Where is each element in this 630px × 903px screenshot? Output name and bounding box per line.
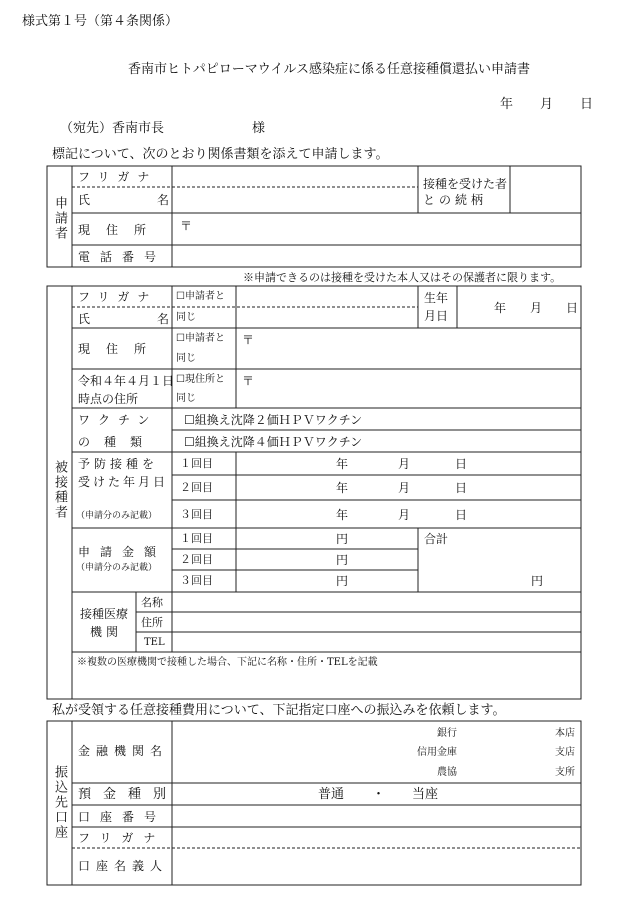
deposit-checking[interactable]: 当座 bbox=[412, 787, 439, 802]
dose-2-day: 日 bbox=[455, 481, 468, 495]
date-month: 月 bbox=[540, 97, 554, 112]
dose-1-month: 月 bbox=[398, 457, 411, 471]
applicant-name-label-l: 氏 bbox=[78, 193, 91, 207]
birth-label-2: 月日 bbox=[424, 309, 449, 323]
dose-3-year: 年 bbox=[336, 508, 349, 522]
bank-type-credit: 信用金庫 bbox=[417, 747, 457, 758]
addressee-honorific: 様 bbox=[252, 121, 266, 136]
clinic-tel-label: TEL bbox=[144, 637, 165, 648]
dose-2-yen: 円 bbox=[336, 553, 349, 567]
dose-3-amount-label: ３回目 bbox=[180, 574, 213, 587]
dose-2-year: 年 bbox=[336, 481, 349, 495]
bank-type-agri: 農協 bbox=[437, 767, 457, 778]
dose-3-date-label: ３回目 bbox=[180, 508, 213, 521]
date-year: 年 bbox=[500, 97, 514, 112]
vaccination-date-note: （申請分のみ記載） bbox=[76, 511, 158, 521]
dose-1-yen: 円 bbox=[336, 532, 349, 546]
branch-type-branch: 支店 bbox=[555, 747, 575, 758]
page-title: 香南市ヒトパピローマウイルス感染症に係る任意接種償還払い申請書 bbox=[128, 62, 530, 77]
dose-2-date-label: ２回目 bbox=[180, 481, 213, 494]
dose-3-day: 日 bbox=[455, 508, 468, 522]
bank-type-bank: 銀行 bbox=[437, 728, 457, 739]
deposit-ordinary[interactable]: 普通 bbox=[318, 787, 345, 802]
same-as-current-label: 同じ bbox=[176, 393, 196, 404]
vaccine-quadrivalent-checkbox[interactable]: ☐組換え沈降４価ＨＰＶワクチン bbox=[184, 435, 363, 449]
applicant-phone-label: 電話番号 bbox=[78, 250, 167, 264]
relation-label-2: との続柄 bbox=[423, 193, 488, 207]
relation-label-1: 接種を受けた者 bbox=[423, 177, 508, 191]
dose-3-month: 月 bbox=[398, 508, 411, 522]
dose-2-month: 月 bbox=[398, 481, 411, 495]
birth-day: 日 bbox=[566, 301, 579, 315]
past-postal-mark: 〒 bbox=[242, 374, 255, 388]
birth-year: 年 bbox=[494, 301, 507, 315]
birth-label-1: 生年 bbox=[424, 291, 449, 305]
applicant-note: ※申請できるのは接種を受けた本人又はその保護者に限ります。 bbox=[243, 271, 562, 284]
vaccine-label-2: の種類 bbox=[78, 435, 157, 449]
branch-type-head: 本店 bbox=[555, 728, 575, 739]
vaccine-bivalent-checkbox[interactable]: ☐組換え沈降２価ＨＰＶワクチン bbox=[184, 413, 363, 427]
vaccinee-name-label-l: 氏 bbox=[78, 312, 91, 326]
vaccinee-address-label: 現住所 bbox=[78, 342, 163, 356]
same-as-applicant-label: 同じ bbox=[176, 312, 196, 323]
clinic-note: ※複数の医療機関で接種した場合、下記に名称・住所・TELを記載 bbox=[77, 657, 378, 668]
applicant-name-label-r: 名 bbox=[157, 193, 170, 207]
vaccine-label-1: ワクチン bbox=[78, 413, 158, 427]
vaccinee-furigana-label: フリガナ bbox=[78, 290, 158, 304]
same-as-current-checkbox[interactable]: ☐現住所と bbox=[176, 374, 225, 385]
applicant-postal-mark: 〒 bbox=[180, 219, 193, 233]
deposit-separator: ・ bbox=[372, 787, 386, 802]
branch-type-office: 支所 bbox=[555, 767, 575, 778]
holder-furigana-label: フリガナ bbox=[78, 831, 166, 845]
amount-label: 申請金額 bbox=[78, 545, 167, 559]
past-address-label-1: 令和４年４月１日 bbox=[78, 374, 175, 388]
dose-1-year: 年 bbox=[336, 457, 349, 471]
vaccinee-postal-mark: 〒 bbox=[242, 333, 255, 347]
total-yen: 円 bbox=[531, 574, 544, 588]
applicant-address-label: 現住所 bbox=[78, 223, 163, 237]
account-number-label: 口座番号 bbox=[78, 810, 167, 824]
addressee: （宛先）香南市長 bbox=[60, 121, 165, 136]
total-label: 合計 bbox=[424, 532, 449, 546]
birth-month: 月 bbox=[530, 301, 543, 315]
deposit-type-label: 預金種別 bbox=[78, 787, 179, 802]
past-address-label-2: 時点の住所 bbox=[78, 392, 139, 406]
intro-text: 標記について、次のとおり関係書類を添えて申請します。 bbox=[52, 147, 389, 162]
dose-1-amount-label: １回目 bbox=[180, 532, 213, 545]
dose-3-yen: 円 bbox=[336, 574, 349, 588]
dose-1-day: 日 bbox=[455, 457, 468, 471]
date-day: 日 bbox=[580, 97, 594, 112]
applicant-furigana-label: フリガナ bbox=[78, 170, 158, 184]
form-number: 様式第１号（第４条関係） bbox=[22, 14, 179, 29]
clinic-label-2: 機関 bbox=[90, 625, 123, 639]
clinic-label-1: 接種医療 bbox=[80, 607, 129, 621]
dose-2-amount-label: ２回目 bbox=[180, 553, 213, 566]
same-as-applicant-address-checkbox[interactable]: ☐申請者と bbox=[176, 333, 225, 344]
clinic-name-label: 名称 bbox=[141, 596, 163, 609]
transfer-section-label: 振込先口座 bbox=[52, 765, 67, 840]
same-as-applicant-checkbox[interactable]: ☐申請者と bbox=[176, 291, 225, 302]
vaccinee-section-label: 被接種者 bbox=[52, 460, 67, 520]
transfer-request-text: 私が受領する任意接種費用について、下記指定口座への振込みを依頼します。 bbox=[52, 703, 506, 718]
amount-note: （申請分のみ記載） bbox=[76, 563, 158, 573]
vaccinee-name-label-r: 名 bbox=[157, 312, 170, 326]
applicant-section-label: 申請者 bbox=[52, 196, 67, 241]
vaccination-date-label-1: 予防接種を bbox=[78, 457, 159, 471]
clinic-address-label: 住所 bbox=[141, 616, 163, 629]
dose-1-date-label: １回目 bbox=[180, 457, 213, 470]
bank-name-label: 金融機関名 bbox=[78, 744, 169, 758]
same-as-applicant-address-label: 同じ bbox=[176, 353, 196, 364]
vaccination-date-label-2: 受けた年月日 bbox=[78, 475, 169, 489]
account-holder-label: 口座名義人 bbox=[78, 859, 169, 873]
